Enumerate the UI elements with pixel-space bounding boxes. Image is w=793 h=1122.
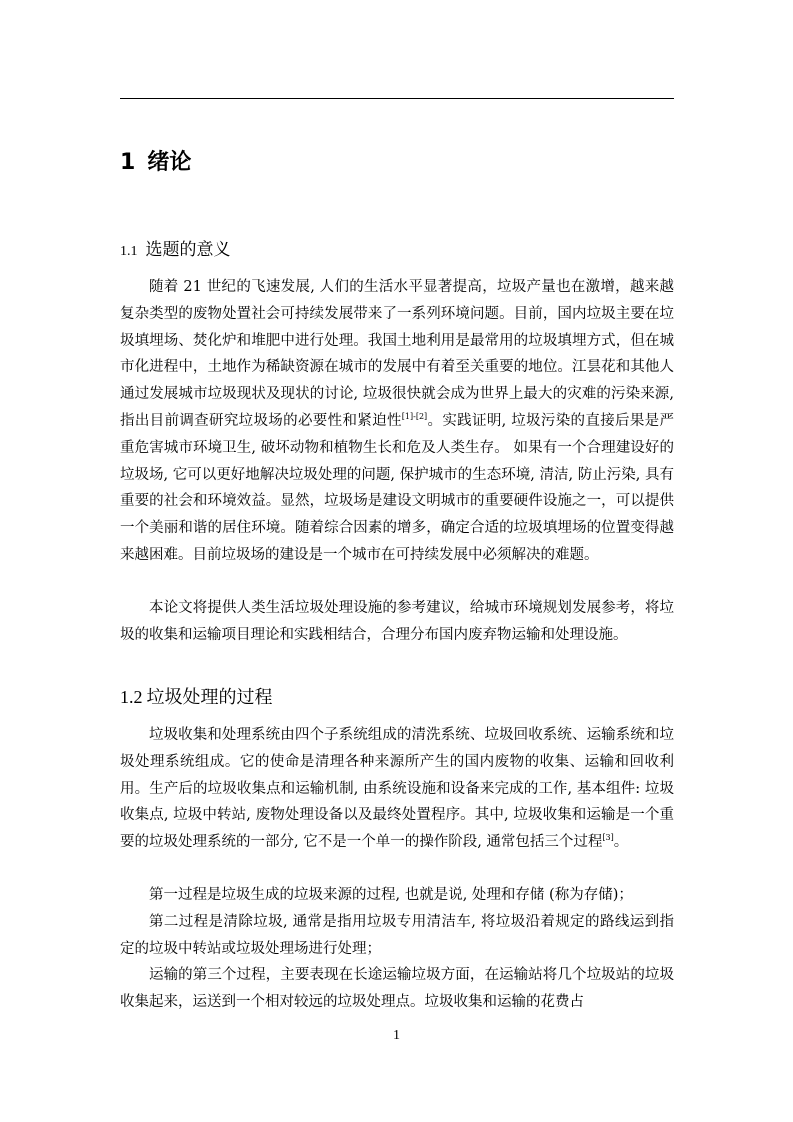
section-title-text: 选题的意义 xyxy=(145,240,231,260)
paragraph-significance xyxy=(120,274,674,569)
section-1-1-heading xyxy=(120,236,231,266)
page-number: 1 xyxy=(393,1028,400,1043)
section-1-2-heading xyxy=(120,683,273,712)
paragraph-text: 。 xyxy=(613,834,629,851)
paragraph-process-2: 第二过程是清除垃圾, 通常是指用垃圾专用清洁车, 将垃圾沿着规定的路线运到指定的垃圾中转站或垃圾处理场进行处理； xyxy=(120,914,674,957)
paragraph-system xyxy=(120,722,674,856)
chapter-number: 1 xyxy=(120,150,136,175)
header-rule xyxy=(120,98,674,99)
chapter-title-text: 绪论 xyxy=(147,150,192,175)
section-number: 1.1 xyxy=(120,244,138,259)
paragraph-purpose: 本论文将提供人类生活垃圾处理设施的参考建议，给城市环境规划发展参考，将垃圾的收集和运输项目理论和实践相结合，合理分布国内废弃物运输和处理设施。 xyxy=(120,600,674,643)
paragraph-process-3: 运输的第三个过程，主要表现在长途运输垃圾方面，在运输站将几个垃圾站的垃圾收集起来，运送到一个相对较远的垃圾处理点。垃圾收集和运输的花费占 xyxy=(120,967,674,1010)
paragraph-text: 。实践证明, 垃圾污染的直接后果是严重危害城市环境卫生, 破坏动物和植物生长和危及人类生存。 如果有一个合理建设好的垃圾场, 它可以更好地解决垃圾处理的问题, 保护城市的生态环境, 清洁, 防止污染, 具有重要的社会和环境效益。显然，垃圾场是建设文明城市的重要硬件设施之一，可以提供一个美丽和谐的居住环境。随着综合因素的增多，确定合适的垃圾填埋场的位置变得越来越困难。目前垃圾场的建设是一个城市在可持续发展中必须解决的难题。 xyxy=(120,412,675,563)
chapter-title xyxy=(120,146,191,180)
citation: [3] xyxy=(602,833,614,843)
section-number: 1.2 xyxy=(120,687,143,707)
paragraph-text: 随着 21 世纪的飞速发展, 人们的生活水平显著提高，垃圾产量也在激增，越来越复杂类型的废物处置社会可持续发展带来了一系列环境问题。目前，国内垃圾主要在垃圾填埋场、焚化炉和堆肥中进行处理。我国土地利用是最常用的垃圾填埋方式，但在城市化进程中，土地作为稀缺资源在城市的发展中有着至关重要的地位。江昙花和其他人通过发展城市垃圾现状及现状的讨论, 垃圾很快就会成为世界上最大的灾难的污染来源, 指出目前调查研究垃圾场的必要性和紧迫性 xyxy=(120,279,674,429)
citation: [1]-[2] xyxy=(401,412,428,422)
paragraph-text: 垃圾收集和处理系统由四个子系统组成的清洗系统、垃圾回收系统、运输系统和垃圾处理系统组成。它的使命是清理各种来源所产生的国内废物的收集、运输和回收利用。生产后的垃圾收集点和运输机制, 由系统设施和设备来完成的工作, 基本组件: 垃圾收集点, 垃圾中转站, 废物处理设备以及最终处置程序。其中, 垃圾收集和运输是一个重要的垃圾处理系统的一部分, 它不是一个单一的操作阶段, 通常包括三个过程 xyxy=(120,727,674,851)
paragraph-process-1: 第一过程是垃圾生成的垃圾来源的过程, 也就是说, 处理和存储 (称为存储)； xyxy=(149,887,633,903)
section-title-text: 垃圾处理的过程 xyxy=(146,687,273,708)
